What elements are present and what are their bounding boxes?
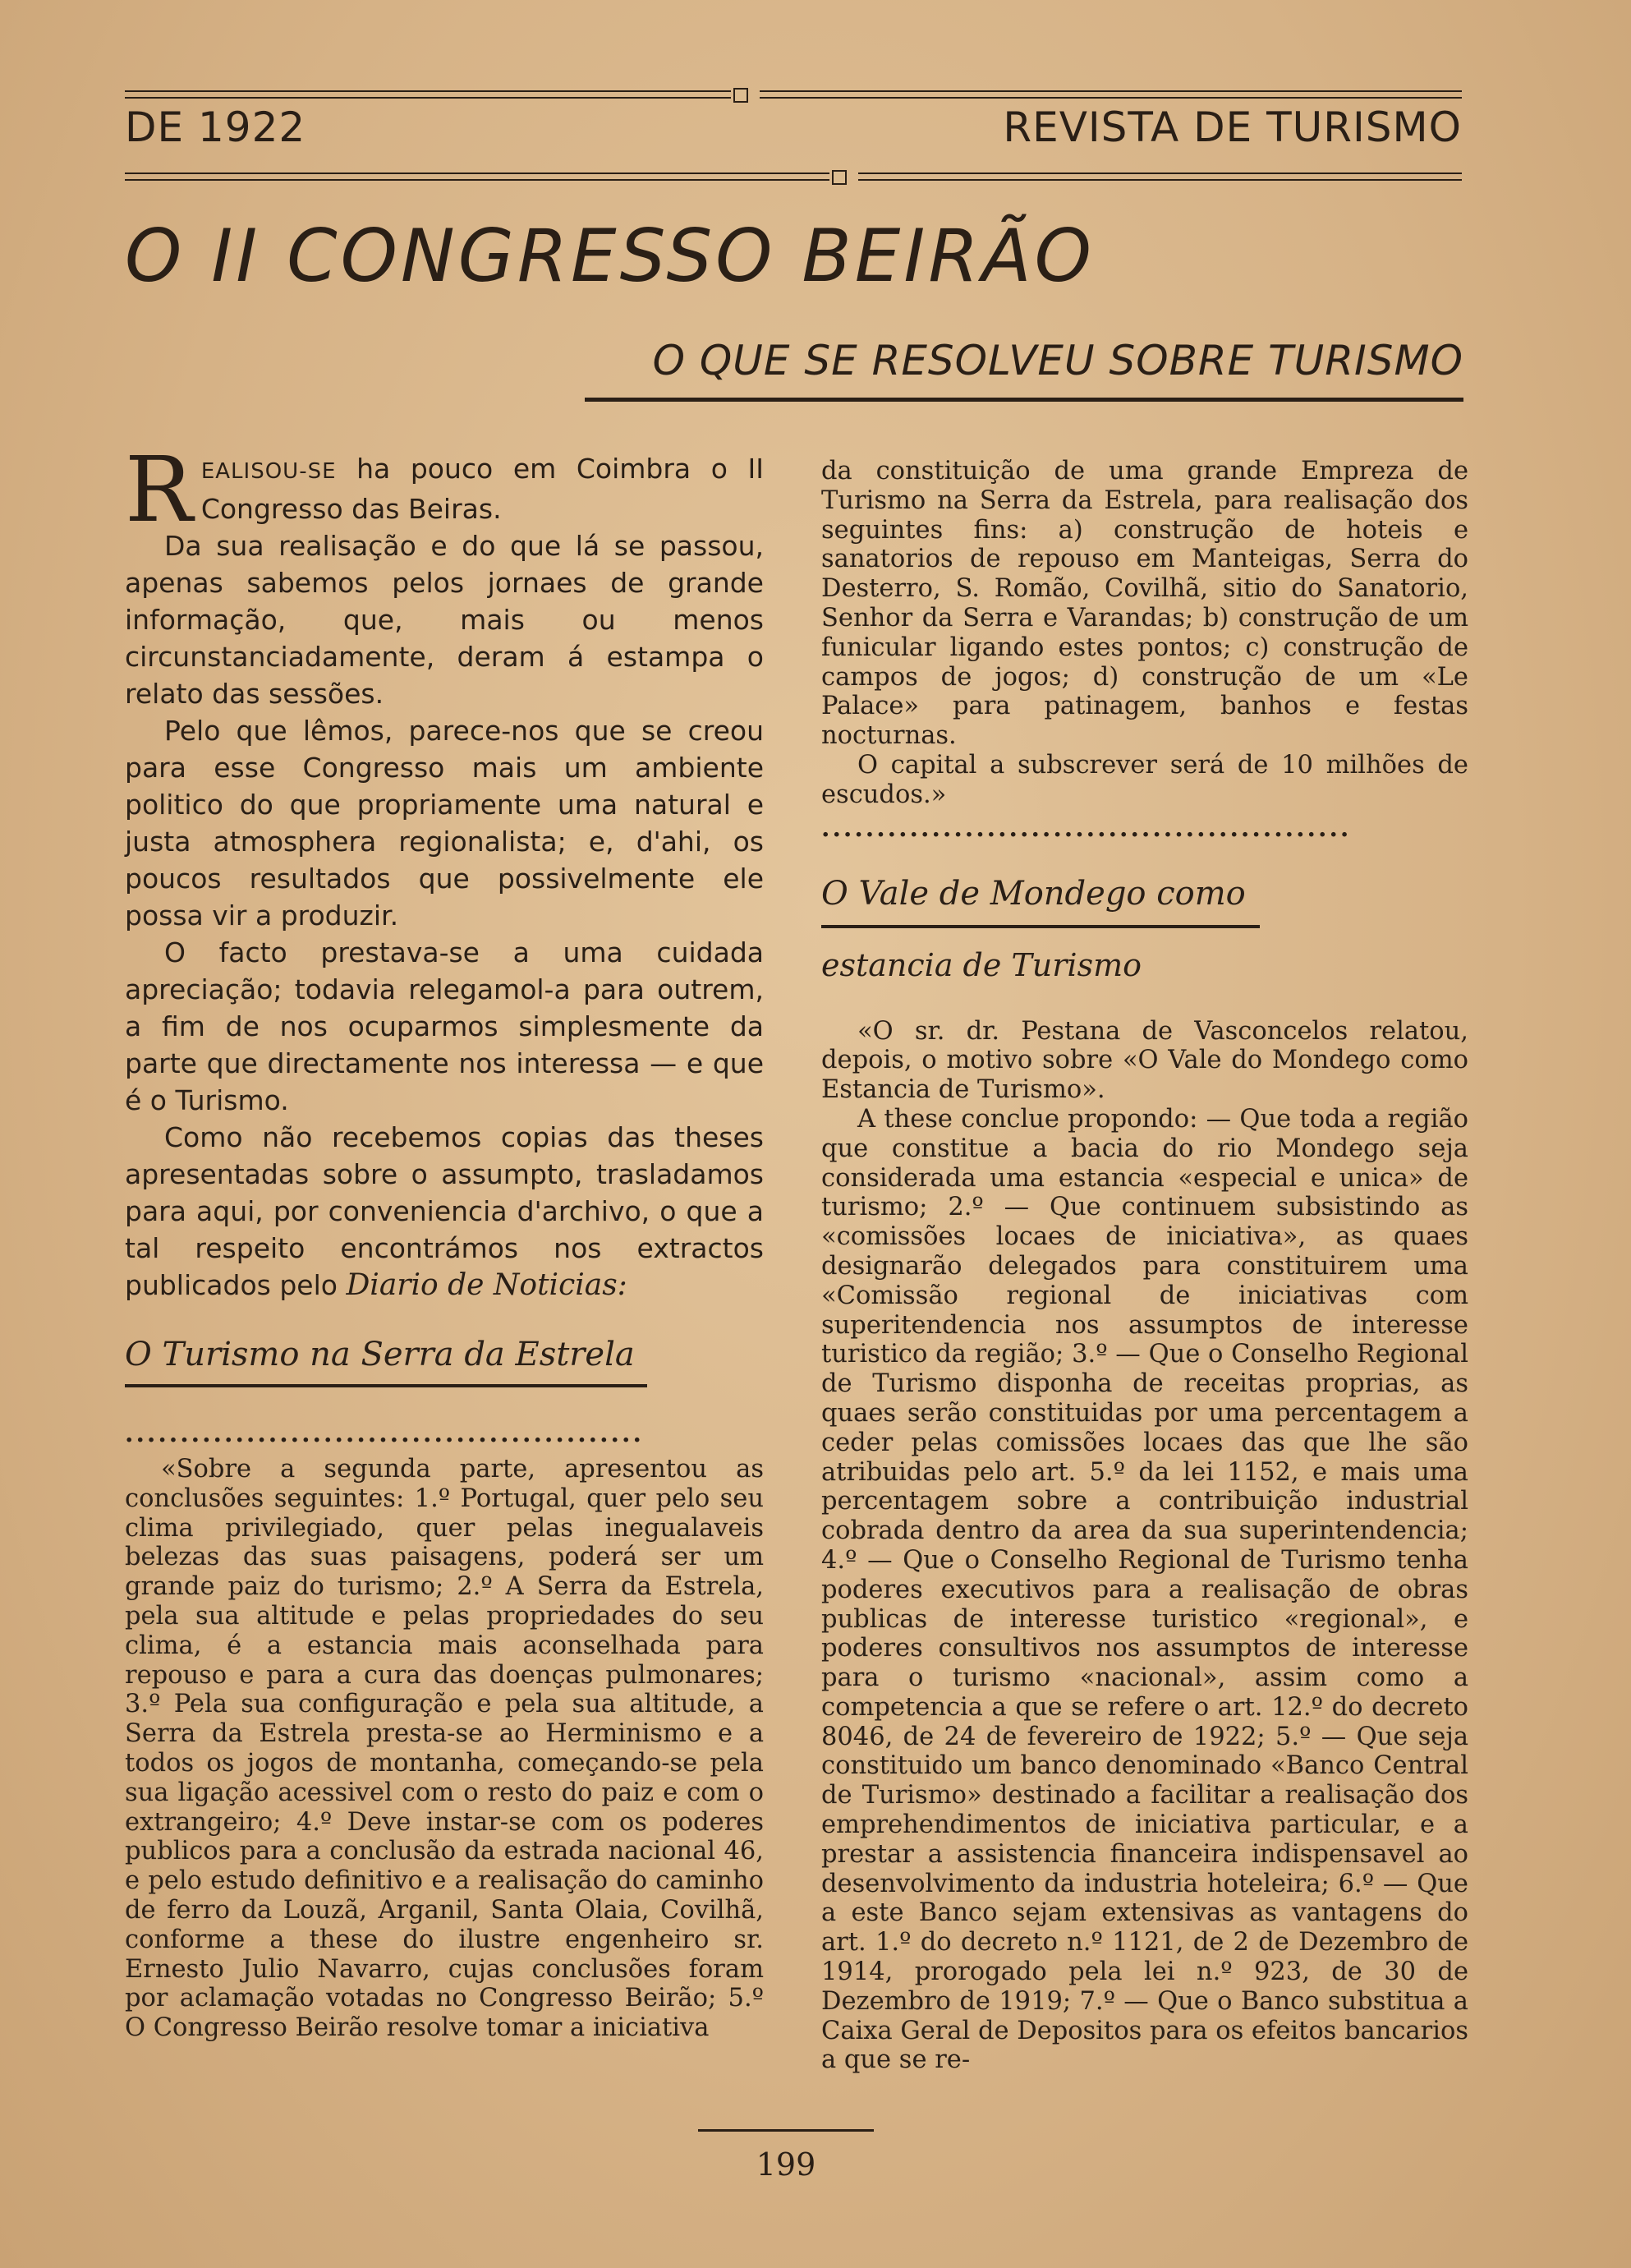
body-paragraph: A these conclue propondo: — Que toda a região que constitue a bacia do rio Mondego seja considerada uma estancia «especial e unica» de turismo; 2.º — Que continuem subsistindo as «comissões locaes de iniciativa», as quaes designarão delegados para constituirem uma «Comissão regional de iniciativas com superitendencia nos assumptos de interesse turistico da região; 3.º — Que o Conselho Regional de Turismo disponha de receitas proprias, as quaes serão constituidas por uma percentagem a ceder pelas comissões locaes das que lhe são atribuidas pelo art. 5.º da lei 1152, e mais uma percentagem sobre a contribuição industrial cobrada dentro da area da sua superintendencia; 4.º — Que o Conselho Regional de Turismo tenha poderes executivos para a realisação de obras publicas de interesse turistico «regional», e poderes consultivos nos assumptos de interesse para o turismo «nacional», assim como a competencia a que se refere o art. 12.º do decreto 8046, de 24 de fevereiro de 1922; 5.º — Que seja constituido um banco denominado «Banco Central de Turismo» destinado a facilitar a realisação dos emprehendimentos de iniciativa particular, e a prestar a assistencia financeira indispensavel ao desenvolvimento da industria hoteleira; 6.º — Que a este Banco sejam extensivas as vantagens do art. 1.º do decreto n.º 1121, de 2 de Dezembro de 1914, prorogado pela lei n.º 923, de 30 de Dezembro de 1919; 7.º — Que o Banco substitua a Caixa Geral de Depositos para os efeitos bancarios a que se re- (821, 1104, 1468, 2075)
ellipsis-dots: ................................................ (821, 816, 1352, 841)
section-heading: O Turismo na Serra da Estrela (125, 1336, 635, 1373)
intro-paragraph: Da sua realisação e do que lá se passou, apenas sabemos pelos jornaes de grande informação, que, mais ou menos circunstanciadamente, deram á estampa o relato das sessões. (125, 530, 764, 710)
ornament-icon (733, 88, 748, 103)
running-header-date: DE 1922 (125, 104, 306, 151)
body-paragraph: O capital a subscrever será de 10 milhões de escudos.» (821, 750, 1468, 809)
section-heading: O Vale de Mondego como (821, 874, 1246, 913)
intro-paragraph: Pelo que lêmos, parece-nos que se creou para esse Congresso mais um ambiente politico do que propriamente uma natural e justa atmosphera regionalista; e, d'ahi, os poucos resultados que possivelmente ele possa vir a produzir. (125, 715, 764, 932)
section-rule (125, 1384, 647, 1387)
running-header-title: REVISTA DE TURISMO (1003, 104, 1462, 151)
article-subtitle: O QUE SE RESOLVEU SOBRE TURISMO (652, 337, 1463, 384)
footer-rule (698, 2129, 874, 2132)
body-paragraph: da constituição de uma grande Empreza de Turismo na Serra da Estrela, para realisação dos seguintes fins: a) construção de hoteis e sanatorios de repouso em Manteigas, Serra do Desterro, S. Romão, Covilhã, sitio do Sanatorio, Senhor da Serra e Varandas; b) construção de um funicular ligando estes pontos; c) construção de campos de jogos; d) construção de um «Le Palace» para patinagem, banhos e festas nocturnas. (821, 457, 1468, 751)
intro-paragraph: O facto prestava-se a uma cuidada apreciação; todavia relegamol-a para outrem, a fim de nos ocuparmos simplesmente da parte que directamente nos interessa — e que é o Turismo. (125, 936, 764, 1116)
intro-paragraph: REALISOU-SE ha pouco em Coimbra o II Congresso das Beiras. (125, 437, 764, 542)
section-rule (821, 925, 1260, 928)
intro-paragraph: Como não recebemos copias das theses apresentadas sobre o assumpto, trasladamos para aqui, por conveniencia d'archivo, o que a tal respeito encontrámos nos extractos publicados pelo Diario de Noticias: (125, 1121, 764, 1302)
intro-text (125, 437, 764, 1304)
drop-cap: R (125, 437, 193, 542)
section-body (821, 1017, 1468, 2076)
ellipsis-dots: ............................................... (125, 1422, 644, 1447)
continued-text (821, 457, 1468, 810)
body-paragraph: «Sobre a segunda parte, apresentou as conclusões seguintes: 1.º Portugal, quer pelo seu clima privilegiado, quer pelas inegualaveis belezas das suas paisagens, poderá ser um grande paiz do turismo; 2.º A Serra da Estrela, pela sua altitude e pelas propriedades do seu clima, é a estancia mais aconselhada para repouso e para a cura das doenças pulmonares; 3.º Pela sua configuração e pela sua altitude, a Serra da Estrela presta-se ao Herminismo e a todos os jogos de montanha, começando-se pela sua ligação acessivel com o resto do paiz e com o extrangeiro; 4.º Deve instar-se com os poderes publicos para a conclusão da estrada nacional 46, e pelo estudo definitivo e a realisação do caminho de ferro da Louzã, Arganil, Santa Olaia, Covilhã, conforme a these do ilustre engenheiro sr. Ernesto Julio Navarro, cujas conclusões foram por aclamação votadas no Congresso Beirão; 5.º O Congresso Beirão resolve tomar a iniciativa (125, 1455, 764, 2043)
section-heading-line2: estancia de Turismo (821, 946, 1142, 983)
subtitle-rule (585, 398, 1463, 402)
left-column (125, 437, 764, 2043)
page-number: 199 (756, 2146, 816, 2183)
body-paragraph: «O sr. dr. Pestana de Vasconcelos relatou, depois, o motivo sobre «O Vale do Mondego como Estancia de Turismo». (821, 1016, 1468, 1105)
right-column (821, 457, 1468, 2075)
ornament-icon (832, 170, 847, 185)
article-title: O II CONGRESSO BEIRÃO (125, 214, 1095, 298)
section-body (125, 1455, 764, 2043)
